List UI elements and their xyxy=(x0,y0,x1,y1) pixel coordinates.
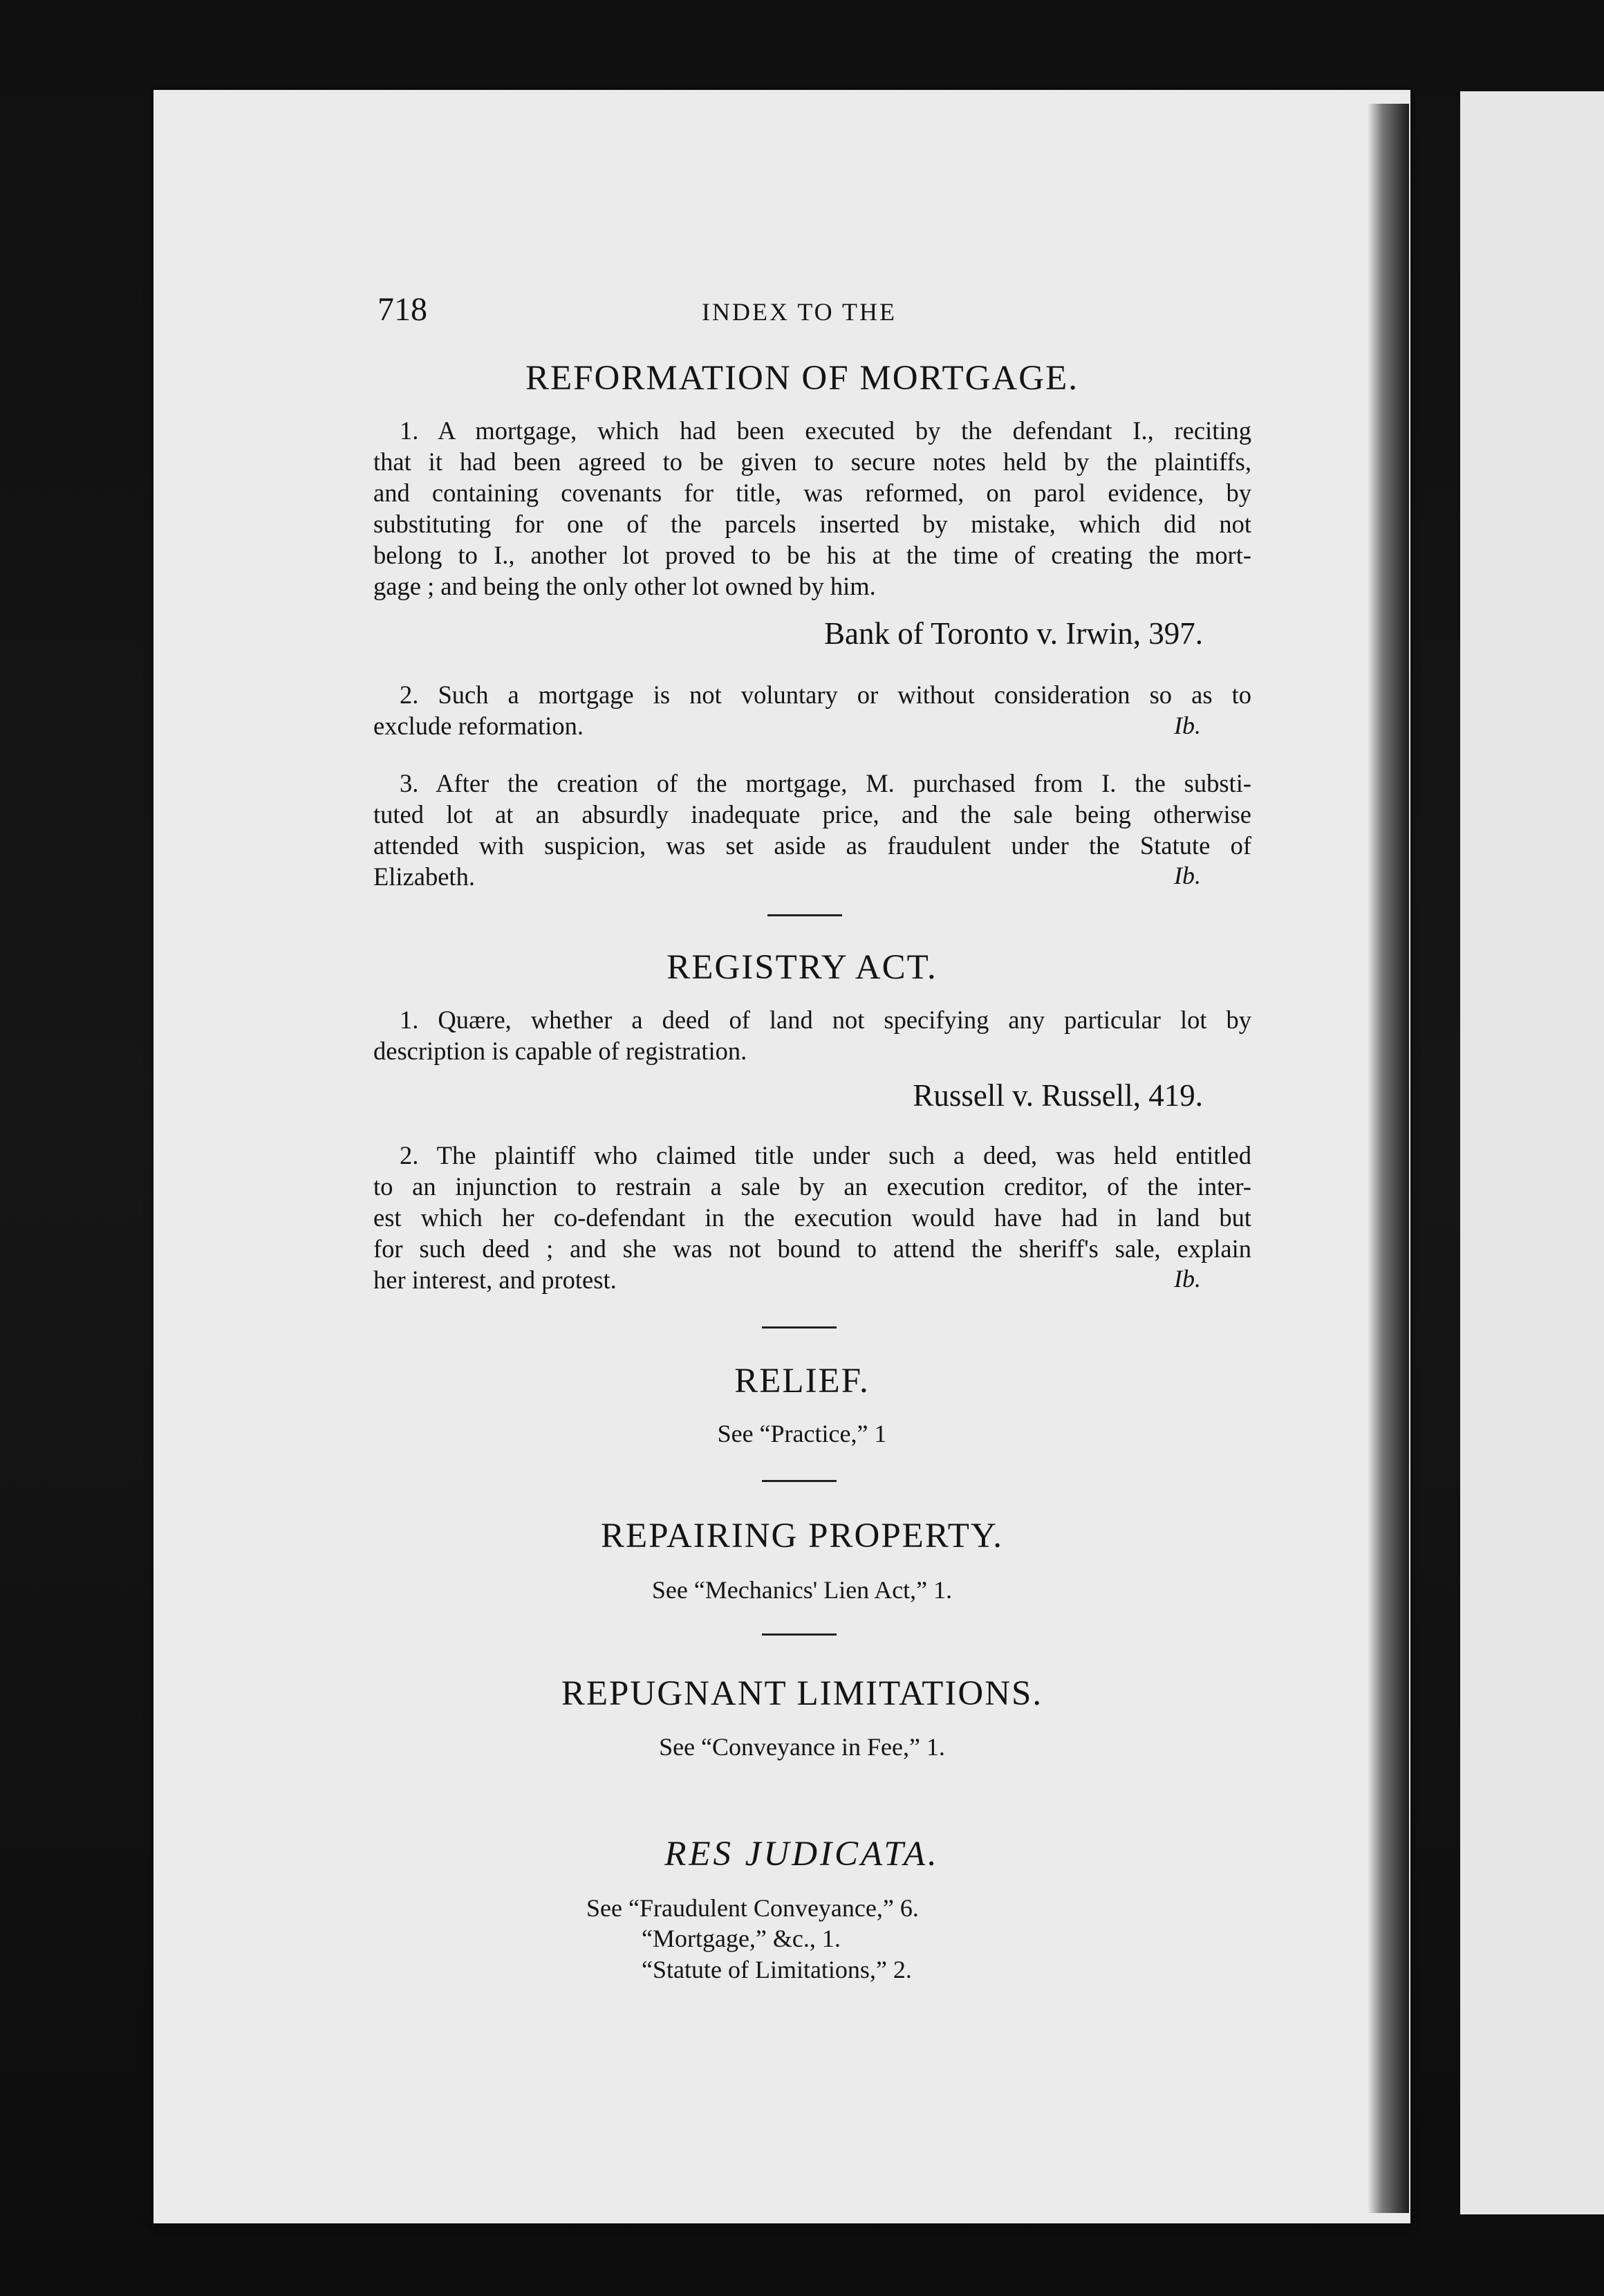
text-line: exclude reformation. xyxy=(373,712,584,740)
text-line: tuted lot at an absurdly inadequate price, and the sale being otherwise xyxy=(373,800,1251,828)
text-line: est which her co-defendant in the execution would have had in land but xyxy=(373,1203,1251,1232)
text-line: 3. After the creation of the mortgage, M. purchased from I. the substi- xyxy=(400,769,1251,797)
section-divider xyxy=(762,1326,837,1328)
see-reference: See “Conveyance in Fee,” 1. xyxy=(659,1733,945,1761)
text-line: Elizabeth. xyxy=(373,862,475,891)
text-line: for such deed ; and she was not bound to attend the sheriff's sale, explain xyxy=(373,1234,1251,1263)
text-line: substituting for one of the parcels inserted by mistake, which did not xyxy=(373,510,1251,538)
ibid-reference: Ib. xyxy=(1174,712,1201,739)
text-line: that it had been agreed to be given to secure notes held by the plaintiffs, xyxy=(373,447,1251,476)
text-line: to an injunction to restrain a sale by an execution creditor, of the inter- xyxy=(373,1172,1251,1201)
text-line: her interest, and protest. xyxy=(373,1266,617,1294)
case-citation: Bank of Toronto v. Irwin, 397. xyxy=(823,616,1203,651)
section-divider xyxy=(762,1480,837,1482)
section-divider xyxy=(762,1633,837,1636)
text-line: attended with suspicion, was set aside as fraudulent under the Statute of xyxy=(373,831,1251,860)
page-gutter-shadow xyxy=(1368,104,1409,2213)
registry-paragraph-1 xyxy=(373,1004,1251,1070)
ibid-reference: Ib. xyxy=(1174,1265,1201,1293)
see-reference: See “Fraudulent Conveyance,” 6. xyxy=(586,1894,919,1922)
see-reference: “Mortgage,” &c., 1. xyxy=(642,1925,841,1952)
running-head: INDEX TO THE xyxy=(702,298,897,326)
page-number: 718 xyxy=(377,291,427,328)
registry-paragraph-2 xyxy=(373,1140,1251,1299)
reformation-paragraph-1 xyxy=(373,415,1251,609)
heading-res-judicata: RES JUDICATA. xyxy=(664,1835,940,1873)
text-line: and containing covenants for title, was reformed, on parol evidence, by xyxy=(373,479,1251,507)
text-line: belong to I., another lot proved to be his at the time of creating the mort- xyxy=(373,541,1251,569)
heading-reformation-of-mortgage: REFORMATION OF MORTGAGE. xyxy=(525,359,1079,398)
ibid-reference: Ib. xyxy=(1174,862,1201,889)
section-divider xyxy=(767,914,842,916)
reformation-paragraph-2 xyxy=(373,679,1251,745)
heading-repugnant-limitations: REPUGNANT LIMITATIONS. xyxy=(561,1674,1043,1713)
reformation-paragraph-3 xyxy=(373,768,1251,896)
see-reference: See “Practice,” 1 xyxy=(717,1420,887,1447)
text-line: 2. The plaintiff who claimed title under such a deed, was held entitled xyxy=(400,1141,1251,1169)
see-reference: See “Mechanics' Lien Act,” 1. xyxy=(651,1576,953,1604)
see-reference: “Statute of Limitations,” 2. xyxy=(642,1956,912,1983)
text-line: 2. Such a mortgage is not voluntary or without consideration so as to xyxy=(400,681,1251,709)
text-line: description is capable of registration. xyxy=(373,1037,747,1065)
text-line: 1. Quære, whether a deed of land not specifying any particular lot by xyxy=(400,1006,1251,1034)
heading-relief: RELIEF. xyxy=(734,1362,870,1400)
heading-repairing-property: REPAIRING PROPERTY. xyxy=(601,1517,1003,1555)
heading-registry-act: REGISTRY ACT. xyxy=(666,948,938,987)
text-line: 1. A mortgage, which had been executed by the defendant I., reciting xyxy=(400,416,1251,445)
case-citation: Russell v. Russell, 419. xyxy=(913,1078,1203,1113)
adjacent-page-edge xyxy=(1460,91,1604,2214)
text-line: gage ; and being the only other lot owned by him. xyxy=(373,572,876,600)
